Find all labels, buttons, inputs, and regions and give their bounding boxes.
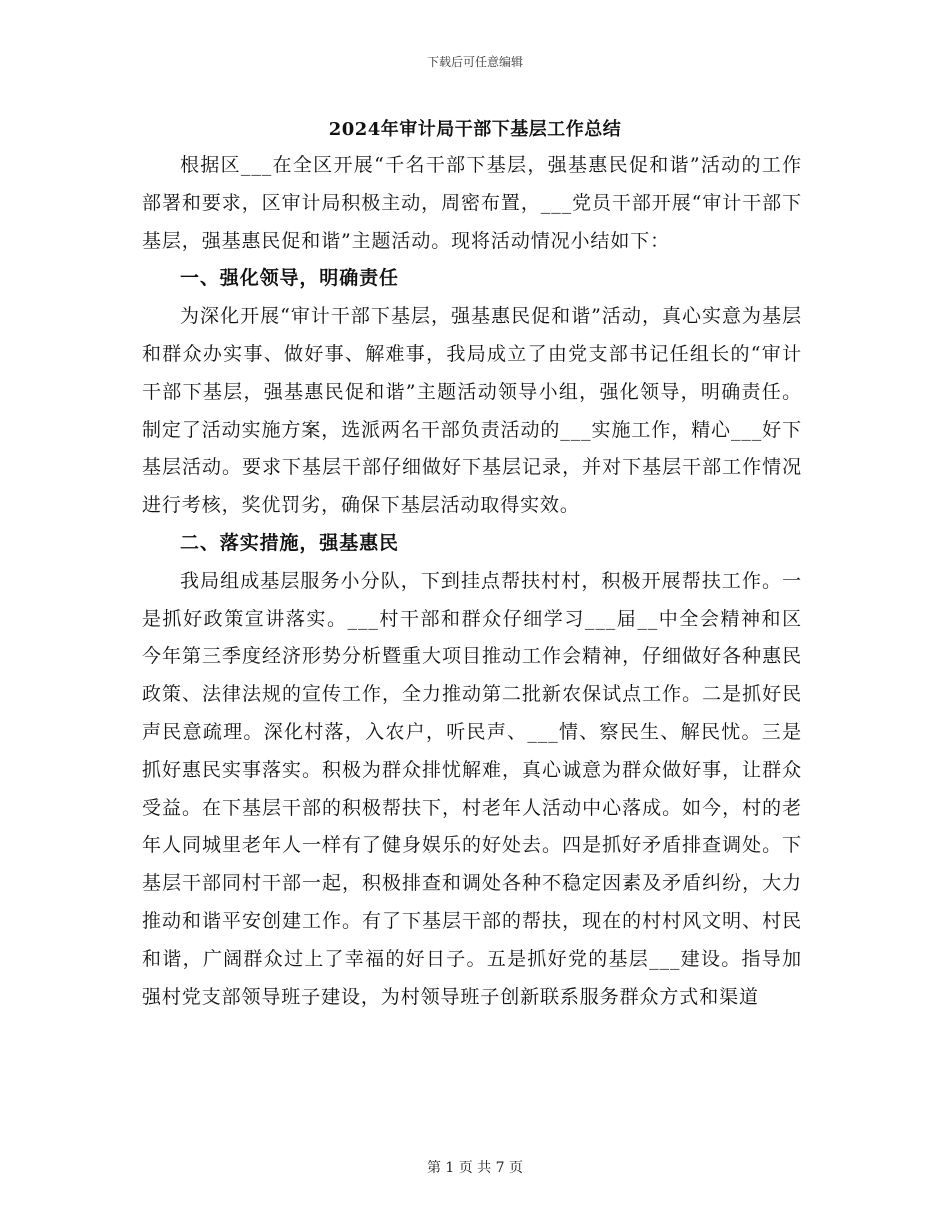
section-1-paragraph: 为深化开展“审计干部下基层，强基惠民促和谐”活动，真心实意为基层和群众办实事、做好事、解难事，我局成立了由党支部书记任组长的“审计干部下基层，强基惠民促和谐”主题活动领导小组，强化领导，明确责任。制定了活动实施方案，选派两名干部负责活动的___实施工作，精心___好下基层活动。要求下基层干部仔细做好下基层记录，并对下基层干部工作情况进行考核，奖优罚劣，确保下基层活动取得实效。 [142,305,802,517]
document-title: 2024年审计局干部下基层工作总结 [328,119,622,140]
section-2-heading: 二、落实措施，强基惠民 [180,531,399,554]
page-number: 第 1 页 共 7 页 [426,1160,524,1176]
page-header-note: 下载后可任意编辑 [426,55,523,69]
intro-paragraph: 根据区___在全区开展“千名干部下基层，强基惠民促和谐”活动的工作部署和要求，区审计局积极主动，周密布置，___党员干部开展“审计干部下基层，强基惠民促和谐”主题活动。现将活动情况小结如下： [142,154,802,252]
section-1-heading: 一、强化领导，明确责任 [180,267,399,290]
document-body [142,147,802,1016]
section-2-paragraph: 我局组成基层服务小分队，下到挂点帮扶村村，积极开展帮扶工作。一是抓好政策宣讲落实。___村干部和群众仔细学习___届__中全会精神和区今年第三季度经济形势分析暨重大项目推动工作会精神，仔细做好各种惠民政策、法律法规的宣传工作，全力推动第二批新农保试点工作。二是抓好民声民意疏理。深化村落，入农户，听民声、___情、察民生、解民忧。三是抓好惠民实事落实。积极为群众排忧解难，真心诚意为群众做好事，让群众受益。在下基层干部的积极帮扶下，村老年人活动中心落成。如今，村的老年人同城里老年人一样有了健身娱乐的好处去。四是抓好矛盾排查调处。下基层干部同村干部一起，积极排查和调处各种不稳定因素及矛盾纠纷，大力推动和谐平安创建工作。有了下基层干部的帮扶，现在的村村风文明、村民和谐，广阔群众过上了幸福的好日子。五是抓好党的基层___建设。指导加强村党支部领导班子建设，为村领导班子创新联系服务群众方式和渠道 [142,569,802,1008]
